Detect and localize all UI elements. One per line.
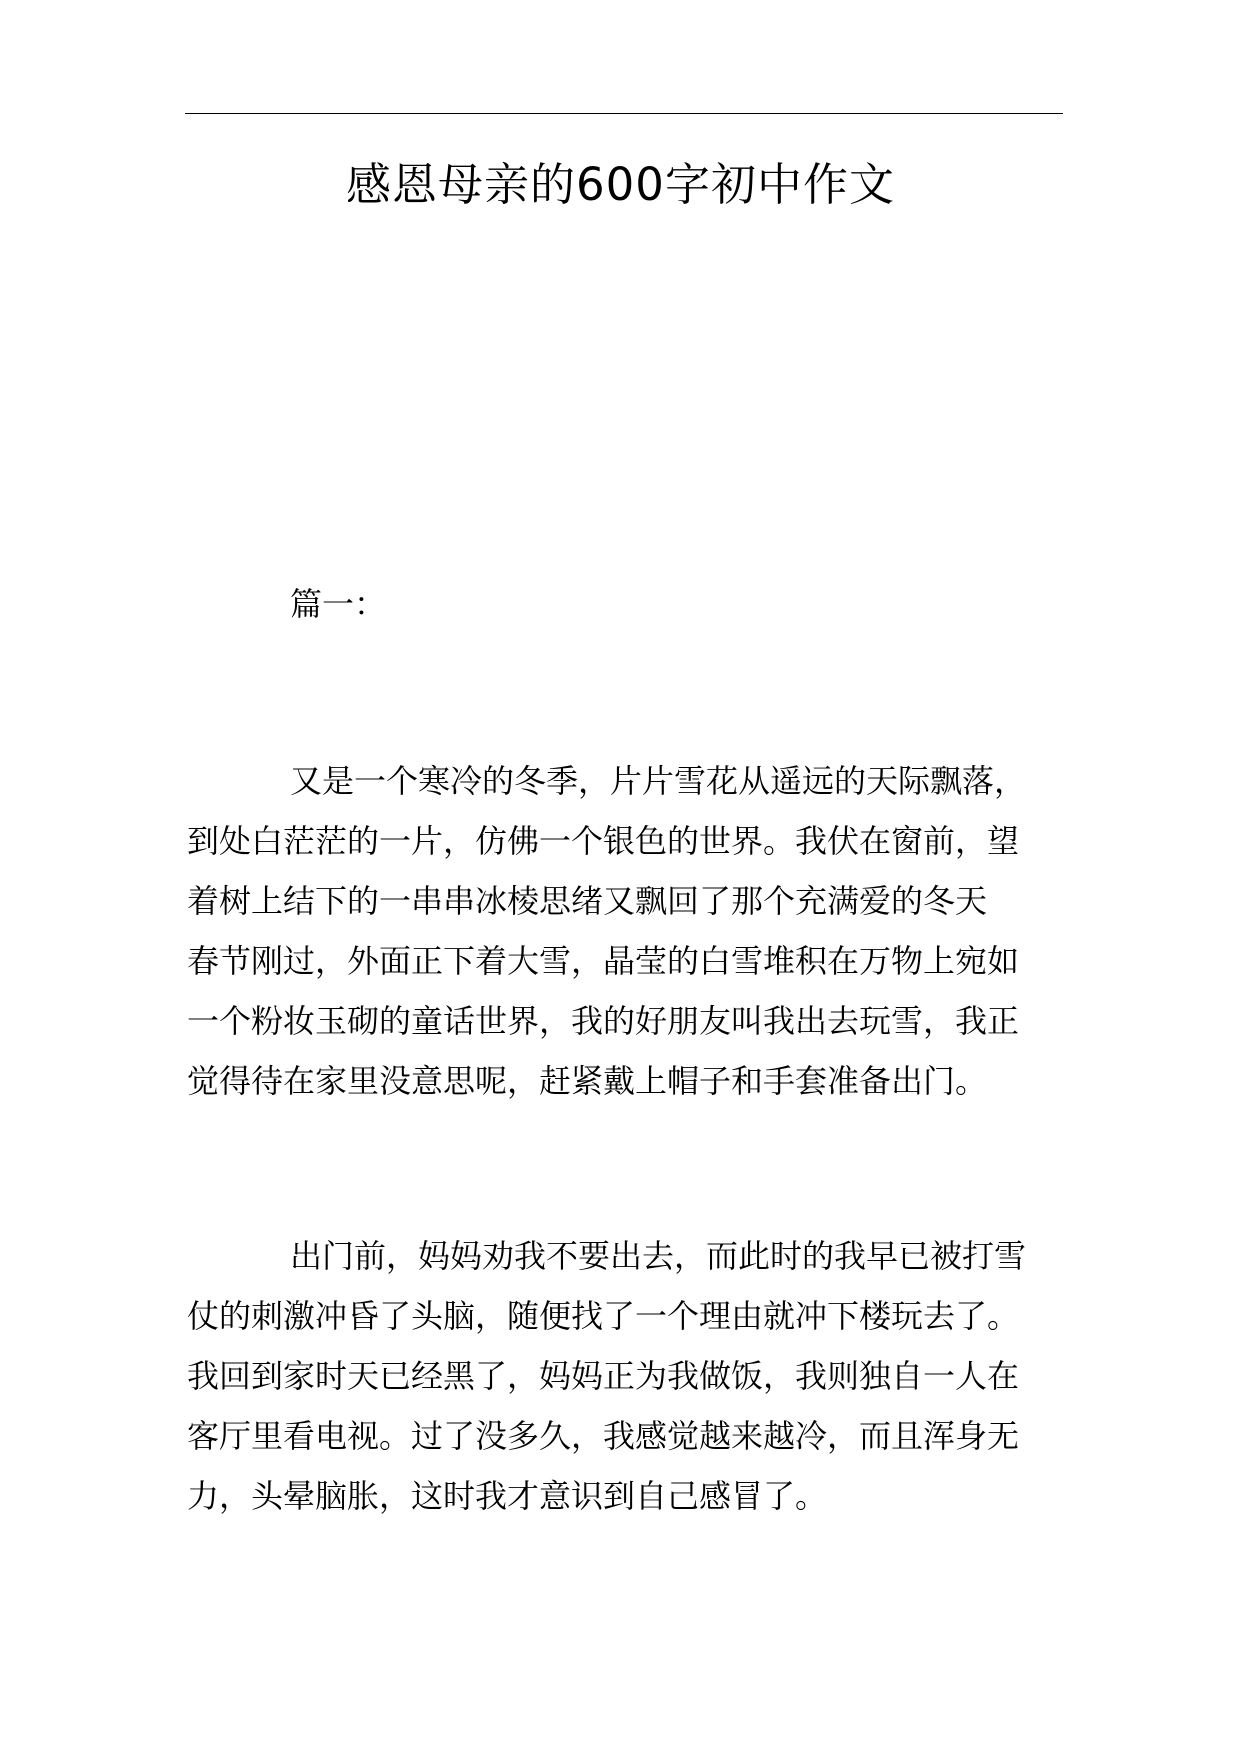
paragraph-line: 到处白茫茫的一片，仿佛一个银色的世界。我伏在窗前，望 <box>187 822 1020 860</box>
paragraph-line: 仗的刺激冲昏了头脑，随便找了一个理由就冲下楼玩去了。 <box>187 1297 1020 1335</box>
paragraph-line: 我回到家时天已经黑了，妈妈正为我做饭，我则独自一人在 <box>187 1357 1020 1395</box>
paragraph-2 <box>187 1226 1063 1526</box>
paragraph-line: 一个粉妆玉砌的童话世界，我的好朋友叫我出去玩雪，我正 <box>187 1002 1020 1040</box>
paragraph-line: 力，头晕脑胀，这时我才意识到自己感冒了。 <box>187 1477 828 1515</box>
paragraph-line: 春节刚过，外面正下着大雪，晶莹的白雪堆积在万物上宛如 <box>187 942 1020 980</box>
header-rule <box>185 113 1063 114</box>
paragraph-line: 客厅里看电视。过了没多久，我感觉越来越冷，而且浑身无 <box>187 1417 1020 1455</box>
page-title: 感恩母亲的600字初中作文 <box>346 158 895 211</box>
section-label: 篇一： <box>290 585 387 623</box>
paragraph-line: 觉得待在家里没意思呢，赶紧戴上帽子和手套准备出门。 <box>187 1062 988 1100</box>
paragraph-1 <box>187 751 1063 1111</box>
paragraph-line: 又是一个寒冷的冬季，片片雪花从遥远的天际飘落， <box>290 762 1027 800</box>
paragraph-line: 着树上结下的一串串冰棱思绪又飘回了那个充满爱的冬天 <box>187 882 988 920</box>
paragraph-line: 出门前，妈妈劝我不要出去，而此时的我早已被打雪 <box>290 1237 1027 1275</box>
